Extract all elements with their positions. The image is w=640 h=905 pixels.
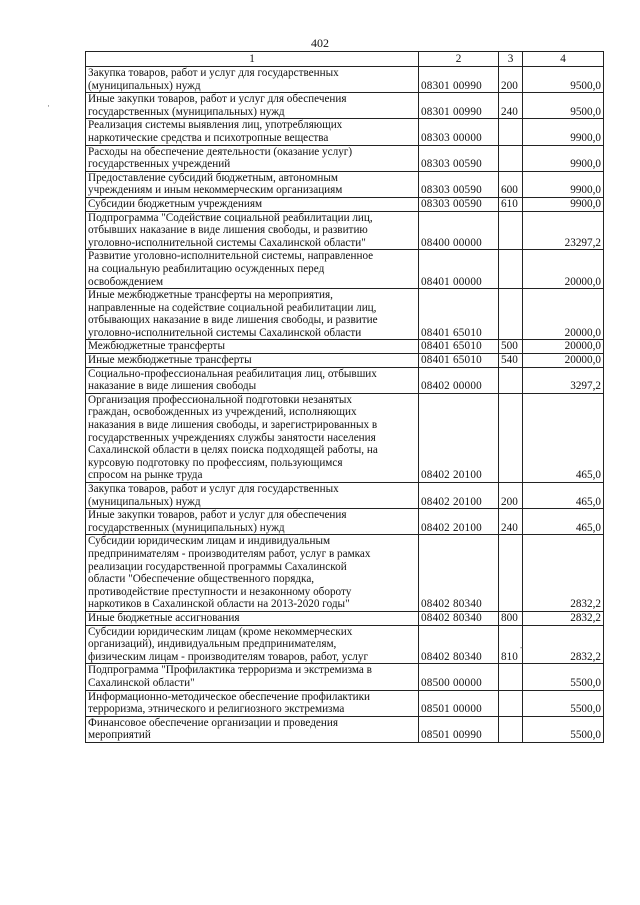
row-name-line: на социальную реабилитацию осужденных перед bbox=[88, 262, 325, 275]
table-row bbox=[86, 145, 604, 171]
row-name-line: Организация профессиональной подготовки незанятых bbox=[88, 393, 352, 406]
row-name-line: направленные на содействие социальной реабилитации лиц, bbox=[88, 301, 377, 314]
row-name bbox=[86, 289, 419, 340]
row-amount: 9500,0 bbox=[523, 67, 604, 93]
row-name-line: Подпрограмма "Содействие социальной реабилитации лиц, bbox=[88, 211, 373, 224]
table-row bbox=[86, 250, 604, 289]
row-amount: 465,0 bbox=[523, 483, 604, 509]
row-name-line: Закупка товаров, работ и услуг для государственных bbox=[88, 483, 339, 495]
row-amount: 2832,2 bbox=[523, 625, 604, 664]
row-amount: 5500,0 bbox=[523, 690, 604, 716]
header-col-2: 2 bbox=[419, 52, 499, 67]
row-vr-code: 240 bbox=[499, 509, 523, 535]
table-row bbox=[86, 211, 604, 250]
row-name-line: государственных (муниципальных) нужд bbox=[88, 105, 285, 118]
table-row bbox=[86, 289, 604, 340]
row-name-line: освобождением bbox=[88, 275, 164, 288]
row-vr-code bbox=[499, 289, 523, 340]
row-name-line: Иные закупки товаров, работ и услуг для обеспечения bbox=[88, 93, 347, 106]
row-csr-code: 08303 00590 bbox=[419, 171, 499, 197]
row-csr-code: 08402 20100 bbox=[419, 509, 499, 535]
row-csr-code: 08303 00590 bbox=[419, 145, 499, 171]
table-row bbox=[86, 340, 604, 354]
row-name bbox=[86, 483, 419, 509]
row-csr-code: 08303 00590 bbox=[419, 197, 499, 211]
row-name-line: наркотиков в Сахалинской области на 2013-2020 годы" bbox=[88, 598, 350, 611]
row-name-line: предпринимателям - производителям работ, услуг в рамках bbox=[88, 547, 371, 560]
row-name-line: Субсидии юридическим лицам (кроме некоммерческих bbox=[88, 625, 353, 638]
table-body bbox=[86, 67, 604, 743]
table-row bbox=[86, 367, 604, 393]
table-row bbox=[86, 535, 604, 612]
row-csr-code: 08402 20100 bbox=[419, 483, 499, 509]
row-name-line: наказание в виде лишения свободы bbox=[88, 380, 257, 393]
row-name-line: отбывающих наказание в виде лишения свободы, и развитие bbox=[88, 314, 378, 327]
row-name bbox=[86, 664, 419, 690]
row-amount: 5500,0 bbox=[523, 664, 604, 690]
row-name-line: Финансовое обеспечение организации и проведения bbox=[88, 716, 339, 729]
row-name-line: уголовно-исполнительной системы Сахалинской области bbox=[88, 326, 362, 339]
row-vr-code: 610 bbox=[499, 197, 523, 211]
row-csr-code: 08301 00990 bbox=[419, 93, 499, 119]
row-vr-code: 800 bbox=[499, 611, 523, 625]
row-vr-code: 200 bbox=[499, 483, 523, 509]
row-vr-code: 600 bbox=[499, 171, 523, 197]
row-amount: 9500,0 bbox=[523, 93, 604, 119]
row-name-line: Социально-профессиональная реабилитация лиц, отбывших bbox=[88, 367, 377, 380]
row-name-line: физическим лицам - производителям товаров, работ, услуг bbox=[88, 650, 369, 663]
row-csr-code: 08501 00990 bbox=[419, 716, 499, 742]
row-amount: 20000,0 bbox=[523, 250, 604, 289]
row-vr-code bbox=[499, 690, 523, 716]
row-name bbox=[86, 690, 419, 716]
scan-mark: - bbox=[520, 642, 523, 652]
header-col-1: 1 bbox=[86, 52, 419, 67]
row-vr-code bbox=[499, 250, 523, 289]
row-vr-code bbox=[499, 119, 523, 145]
row-name bbox=[86, 119, 419, 145]
row-name-line: области "Обеспечение общественного порядка, bbox=[88, 573, 315, 586]
row-name-line: спросом на рынке труда bbox=[88, 469, 203, 482]
row-name-line: терроризма, этнического и религиозного экстремизма bbox=[88, 703, 345, 716]
row-name-line: государственных (муниципальных) нужд bbox=[88, 521, 285, 534]
row-name-line: уголовно-исполнительной системы Сахалинской области" bbox=[88, 236, 366, 249]
row-name bbox=[86, 716, 419, 742]
row-name-line: отбывших наказание в виде лишения свободы, и развитию bbox=[88, 224, 368, 237]
row-vr-code: 540 bbox=[499, 354, 523, 368]
row-csr-code: 08501 00000 bbox=[419, 690, 499, 716]
table-row bbox=[86, 690, 604, 716]
row-name bbox=[86, 67, 419, 93]
row-name bbox=[86, 354, 419, 368]
row-csr-code: 08401 00000 bbox=[419, 250, 499, 289]
row-name-line: Реализация системы выявления лиц, употребляющих bbox=[88, 119, 343, 132]
row-name-line: (муниципальных) нужд bbox=[88, 495, 201, 508]
row-name-line: учреждениям и иным некоммерческим организациям bbox=[88, 184, 343, 197]
header-col-3: 3 bbox=[499, 52, 523, 67]
table-row bbox=[86, 611, 604, 625]
table-row bbox=[86, 483, 604, 509]
row-amount: 20000,0 bbox=[523, 289, 604, 340]
row-name-line: Сахалинской области" bbox=[88, 676, 195, 689]
row-csr-code: 08401 65010 bbox=[419, 354, 499, 368]
row-name bbox=[86, 211, 419, 250]
page-number: 402 bbox=[311, 36, 329, 50]
row-name-line: наказания в виде лишения свободы, и зарегистрированных в bbox=[88, 419, 378, 432]
row-csr-code: 08402 00000 bbox=[419, 367, 499, 393]
row-name-line: Иные закупки товаров, работ и услуг для обеспечения bbox=[88, 509, 347, 522]
row-name-line: Предоставление субсидий бюджетным, автономным bbox=[88, 171, 338, 184]
table-row bbox=[86, 119, 604, 145]
row-vr-code bbox=[499, 716, 523, 742]
row-vr-code bbox=[499, 535, 523, 612]
row-amount: 23297,2 bbox=[523, 211, 604, 250]
row-name bbox=[86, 393, 419, 482]
row-csr-code: 08401 65010 bbox=[419, 340, 499, 354]
row-vr-code bbox=[499, 393, 523, 482]
row-csr-code: 08500 00000 bbox=[419, 664, 499, 690]
row-csr-code: 08402 80340 bbox=[419, 625, 499, 664]
row-name-line: Расходы на обеспечение деятельности (оказание услуг) bbox=[88, 145, 353, 158]
row-name-line: Иные бюджетные ассигнования bbox=[88, 611, 240, 624]
row-amount: 465,0 bbox=[523, 509, 604, 535]
row-amount: 5500,0 bbox=[523, 716, 604, 742]
row-vr-code: 200 bbox=[499, 67, 523, 93]
row-name bbox=[86, 145, 419, 171]
row-name-line: реализации государственной программы Сахалинской bbox=[88, 560, 347, 573]
row-name-line: граждан, освобожденных из учреждений, исполняющих bbox=[88, 406, 357, 419]
row-name bbox=[86, 197, 419, 211]
row-name-line: (муниципальных) нужд bbox=[88, 79, 201, 92]
scan-mark: · bbox=[47, 101, 50, 111]
row-vr-code: 810 bbox=[499, 625, 523, 664]
row-csr-code: 08402 80340 bbox=[419, 611, 499, 625]
row-amount: 2832,2 bbox=[523, 611, 604, 625]
budget-table bbox=[85, 51, 604, 743]
row-csr-code: 08301 00990 bbox=[419, 67, 499, 93]
row-csr-code: 08401 65010 bbox=[419, 289, 499, 340]
row-amount: 9900,0 bbox=[523, 119, 604, 145]
row-name-line: Закупка товаров, работ и услуг для государственных bbox=[88, 67, 339, 79]
row-name-line: мероприятий bbox=[88, 729, 151, 742]
row-name bbox=[86, 93, 419, 119]
table-row bbox=[86, 393, 604, 482]
row-name-line: противодействие преступности и незаконному обороту bbox=[88, 585, 352, 598]
row-name-line: организаций), индивидуальным предпринимателям, bbox=[88, 638, 337, 651]
header-col-4: 4 bbox=[523, 52, 604, 67]
row-name-line: Иные межбюджетные трансферты на мероприятия, bbox=[88, 289, 333, 302]
row-name-line: Субсидии юридическим лицам и индивидуальным bbox=[88, 535, 331, 548]
row-name-line: Развитие уголовно-исполнительной системы, направленное bbox=[88, 250, 374, 263]
row-csr-code: 08303 00000 bbox=[419, 119, 499, 145]
row-vr-code bbox=[499, 664, 523, 690]
row-name-line: курсовую подготовку по профессиям, пользующимся bbox=[88, 456, 343, 469]
row-csr-code: 08402 80340 bbox=[419, 535, 499, 612]
row-vr-code bbox=[499, 145, 523, 171]
row-csr-code: 08402 20100 bbox=[419, 393, 499, 482]
table-row bbox=[86, 93, 604, 119]
row-amount: 9900,0 bbox=[523, 171, 604, 197]
row-vr-code bbox=[499, 367, 523, 393]
row-name bbox=[86, 509, 419, 535]
row-amount: 9900,0 bbox=[523, 197, 604, 211]
row-name bbox=[86, 367, 419, 393]
row-vr-code bbox=[499, 211, 523, 250]
row-name bbox=[86, 250, 419, 289]
row-name-line: Субсидии бюджетным учреждениям bbox=[88, 197, 263, 210]
row-name bbox=[86, 171, 419, 197]
row-name bbox=[86, 340, 419, 354]
row-amount: 20000,0 bbox=[523, 340, 604, 354]
table-row bbox=[86, 197, 604, 211]
row-name-line: Межбюджетные трансферты bbox=[88, 340, 225, 353]
row-name-line: Информационно-методическое обеспечение профилактики bbox=[88, 690, 370, 703]
table-row bbox=[86, 509, 604, 535]
row-name-line: государственных учреждений bbox=[88, 158, 231, 171]
table-row bbox=[86, 664, 604, 690]
row-amount: 2832,2 bbox=[523, 535, 604, 612]
row-name-line: наркотические средства и психотропные вещества bbox=[88, 131, 329, 144]
row-amount: 9900,0 bbox=[523, 145, 604, 171]
row-name bbox=[86, 535, 419, 612]
row-name-line: государственных учреждениях службы занятости населения bbox=[88, 431, 376, 444]
table-row bbox=[86, 716, 604, 742]
header-row bbox=[86, 52, 604, 67]
row-name-line: Подпрограмма "Профилактика терроризма и экстремизма в bbox=[88, 664, 372, 677]
row-csr-code: 08400 00000 bbox=[419, 211, 499, 250]
table-row bbox=[86, 354, 604, 368]
table-row bbox=[86, 171, 604, 197]
row-name bbox=[86, 611, 419, 625]
row-amount: 465,0 bbox=[523, 393, 604, 482]
row-name bbox=[86, 625, 419, 664]
row-name-line: Сахалинской области в целях поиска подходящей работы, на bbox=[88, 444, 378, 457]
row-name-line: Иные межбюджетные трансферты bbox=[88, 354, 252, 367]
row-amount: 3297,2 bbox=[523, 367, 604, 393]
table-row bbox=[86, 67, 604, 93]
row-vr-code: 500 bbox=[499, 340, 523, 354]
row-amount: 20000,0 bbox=[523, 354, 604, 368]
row-vr-code: 240 bbox=[499, 93, 523, 119]
table-row bbox=[86, 625, 604, 664]
